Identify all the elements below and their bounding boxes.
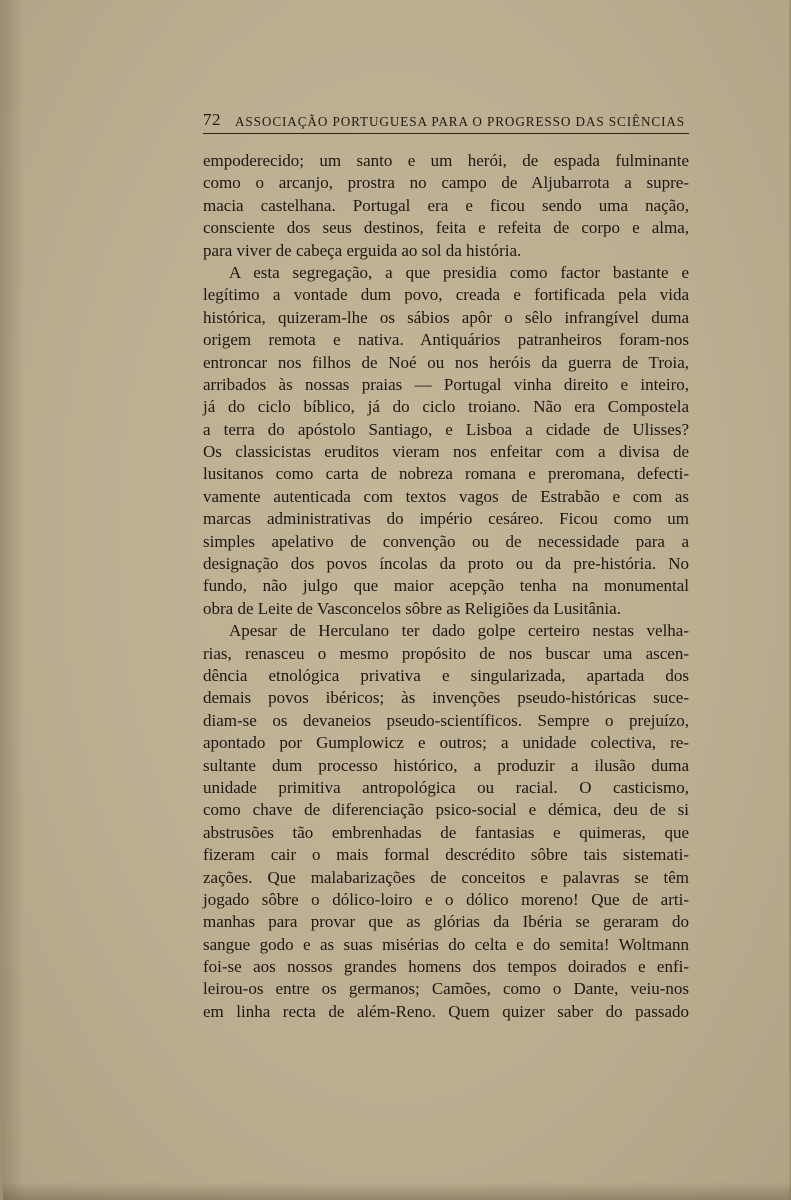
text-line: demais povos ibéricos; às invenções pseudo-históricas suce- (203, 688, 689, 708)
text-line: abstrusões tão embrenhadas de fantasias e quimeras, que (203, 822, 689, 842)
text-line: vamente autenticada com textos vagos de Estrabão e com as (203, 486, 689, 506)
text-line: obra de Leite de Vasconcelos sôbre as Religiões da Lusitânia. (203, 598, 621, 618)
text-line: já do ciclo bíblico, já do ciclo troiano. Não era Compostela (203, 397, 689, 417)
text-line: foi-se aos nossos grandes homens dos tempos doirados e enfi- (203, 957, 689, 977)
paragraph (203, 150, 689, 262)
text-line: histórica, quizeram-lhe os sábios apôr o sêlo infrangível duma (203, 307, 689, 327)
paragraph (203, 262, 689, 620)
bottom-edge-shadow (3, 1182, 791, 1200)
text-line: simples apelativo de convenção ou de necessidade para a (203, 531, 689, 551)
text-line: manhas para provar que as glórias da Ibéria se geraram do (203, 912, 689, 932)
page-number: 72 (203, 110, 221, 129)
text-line: jogado sôbre o dólico-loiro e o dólico moreno! Que de arti- (203, 889, 689, 909)
paragraph (203, 620, 689, 1023)
text-line: empoderecido; um santo e um herói, de espada fulminante (203, 151, 689, 170)
text-line: legítimo a vontade dum povo, creada e fortificada pela vida (203, 285, 689, 305)
text-line: leirou-os entre os germanos; Camões, como o Dante, veiu-nos (203, 979, 689, 999)
text-line: zações. Que malabarizações de conceitos e palavras se têm (203, 867, 689, 887)
text-line: fizeram cair o mais formal descrédito sôbre tais sistemati- (203, 845, 689, 865)
text-line: a terra do apóstolo Santiago, e Lisboa a cidade de Ulisses? (203, 419, 689, 439)
text-line: marcas administrativas do império cesáreo. Ficou como um (203, 509, 689, 529)
text-line: entroncar nos filhos de Noé ou nos heróis da guerra de Troia, (203, 352, 689, 372)
text-line: para viver de cabeça erguida ao sol da história. (203, 240, 522, 260)
text-line: diam-se os devaneios pseudo-scientíficos. Sempre o prejuízo, (203, 710, 689, 730)
binding-shadow (3, 0, 25, 1200)
running-title: ASSOCIAÇÃO PORTUGUESA PARA O PROGRESSO DAS SCIÊNCIAS (235, 114, 686, 129)
text-line: consciente dos seus destinos, feita e refeita de corpo e alma, (203, 218, 689, 238)
text-line: como o arcanjo, prostra no campo de Aljubarrota a supre- (203, 173, 689, 193)
text-line: como chave de diferenciação psico-social e démica, deu de si (203, 800, 689, 820)
text-line: apontado por Gumplowicz e outros; a unidade colectiva, re- (203, 733, 689, 753)
text-line: em linha recta de além-Reno. Quem quizer saber do passado (203, 1001, 689, 1021)
text-line: unidade primitiva antropológica ou racial. O casticismo, (203, 777, 689, 797)
text-line: Os classicistas eruditos vieram nos enfeitar com a divisa de (203, 442, 689, 462)
text-line: lusitanos como carta de nobreza romana e preromana, defecti- (203, 464, 689, 484)
text-line: Apesar de Herculano ter dado golpe certeiro nestas velha- (229, 621, 689, 641)
text-line: macia castelhana. Portugal era e ficou sendo uma nação, (203, 195, 689, 215)
text-line: designação dos povos íncolas da proto ou da pre-história. No (203, 554, 689, 574)
text-line: arribados às nossas praias — Portugal vinha direito e inteiro, (203, 374, 689, 394)
text-line: sultante dum processo histórico, a produzir a ilusão duma (203, 755, 689, 775)
running-header (203, 108, 689, 134)
text-line: sangue godo e as suas misérias do celta e do semita! Woltmann (203, 934, 689, 954)
text-line: dência etnológica privativa e singularizada, apartada dos (203, 665, 689, 685)
text-line: origem remota e nativa. Antiquários patranheiros foram-nos (203, 330, 689, 350)
body-text (203, 150, 689, 1023)
text-line: rias, renasceu o mesmo propósito de nos buscar uma ascen- (203, 643, 689, 663)
text-line: fundo, não julgo que maior acepção tenha na monumental (203, 576, 689, 596)
text-line: A esta segregação, a que presidia como factor bastante e (229, 262, 689, 282)
